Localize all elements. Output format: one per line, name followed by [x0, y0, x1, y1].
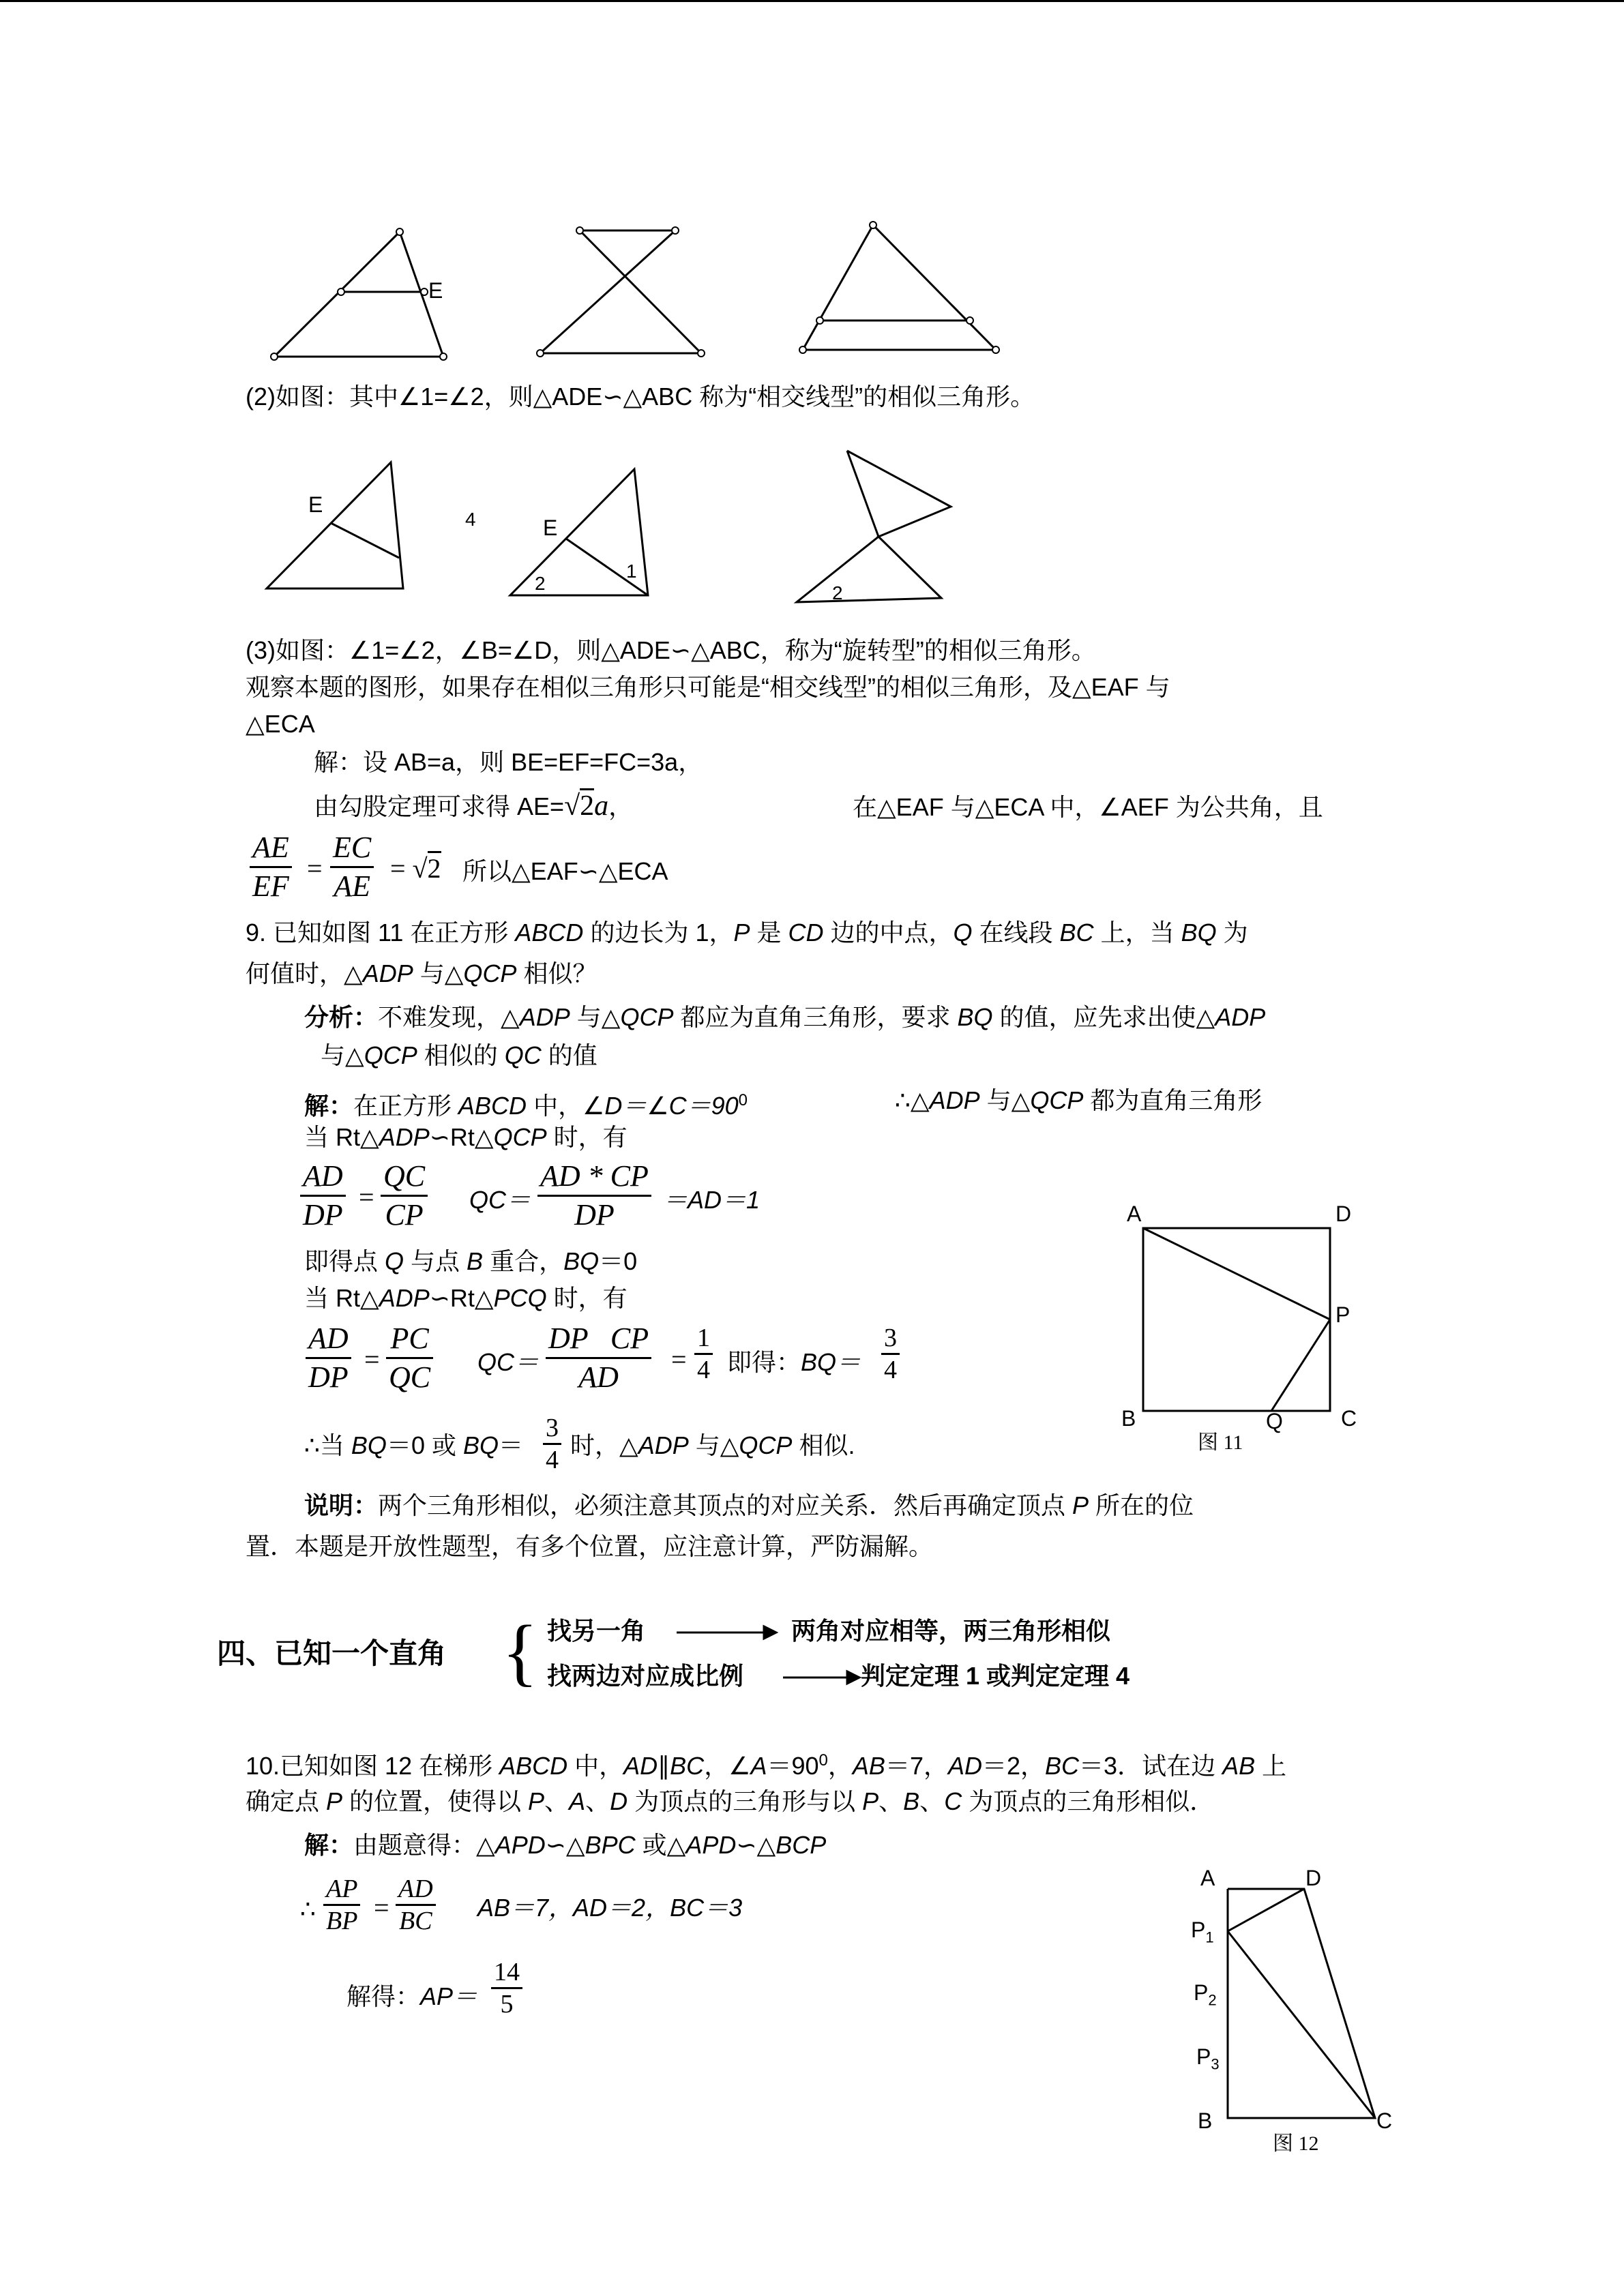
q10-var: P	[862, 1787, 879, 1815]
sqrt-sign: √	[564, 790, 580, 822]
analysis-text: 不难发现，	[378, 1003, 501, 1031]
solution-2-text: 由勾股定理可求得 AE=	[314, 792, 565, 820]
q10-text: 中，	[567, 1752, 624, 1780]
frac-den: BC	[399, 1907, 432, 1935]
frac-num: AD * CP	[540, 1159, 649, 1193]
sol9-text: 当 Rt	[304, 1123, 361, 1151]
analysis-head: 分析：	[304, 1003, 379, 1031]
analysis-var: BQ	[957, 1003, 993, 1031]
label-1: 1	[626, 561, 637, 582]
q10-text: 、	[919, 1787, 945, 1815]
get-text	[727, 1347, 861, 1377]
figure-parallel-triangle-2	[795, 218, 1006, 358]
q10-text: ＝7，	[885, 1752, 948, 1780]
sol9-line-1b	[895, 1086, 1262, 1116]
q10-text: 、	[585, 1787, 610, 1815]
sol9-var: BQ	[351, 1431, 387, 1459]
sol9-case-1	[304, 1122, 628, 1152]
qc-eq-2: QC＝	[477, 1348, 540, 1376]
text-line-2: (2)如图：其中∠1=∠2，则△ADE∽△ABC 称为“相交线型”的相似三角形。	[246, 383, 1035, 411]
sol10-var: △BPC	[565, 1831, 636, 1859]
fig11-caption: 图 11	[1198, 1431, 1243, 1454]
frac-1-4	[694, 1323, 713, 1385]
sol9-var: △ADP	[619, 1431, 689, 1459]
analysis-text: 相似的	[417, 1041, 505, 1069]
q10-line-1	[246, 1746, 1286, 1781]
sol9-text: ＝0 或	[386, 1431, 463, 1459]
analysis-text: 与	[321, 1041, 346, 1069]
arrow-right-icon	[783, 1669, 859, 1686]
q10-var: ABCD	[499, 1752, 568, 1780]
q10-var: P	[528, 1787, 545, 1815]
sol9-text: ∴	[895, 1086, 911, 1114]
bq-eq: BQ＝	[801, 1348, 861, 1376]
qc-eq: QC＝	[469, 1186, 531, 1214]
eq-sign-2	[390, 854, 441, 884]
label-2a: 2	[535, 573, 546, 594]
q10-var: C	[944, 1787, 962, 1815]
sol9-var: BQ	[462, 1431, 499, 1459]
q9-var: △ADP	[344, 959, 413, 987]
q9-var: Q	[953, 919, 973, 946]
q10-var: AB	[852, 1752, 885, 1780]
sol9-var: △QCP	[720, 1431, 793, 1459]
frac-num: QC	[383, 1159, 426, 1193]
q10-text: 的位置，使得以	[342, 1787, 529, 1815]
frac-num: 3	[884, 1324, 897, 1352]
q10-var: P	[326, 1787, 343, 1815]
sol9-text: 重合，	[483, 1247, 564, 1275]
q9-text: 在线段	[972, 919, 1060, 946]
fig12-p1-letter: P	[1191, 1918, 1206, 1942]
fig12-p3	[1196, 2044, 1220, 2076]
sol9-text: 时，	[570, 1431, 620, 1459]
q10-text: ，	[704, 1752, 729, 1780]
q9-var: CD	[788, 919, 824, 946]
analysis-var: △QCP	[345, 1041, 417, 1069]
q10-text: 上	[1255, 1752, 1287, 1780]
q10-var: D	[610, 1787, 628, 1815]
sol9-var: BQ	[563, 1247, 600, 1275]
section4-title: 四、已知一个直角	[217, 1637, 447, 1669]
q10-var: ∠A	[728, 1752, 767, 1780]
fig11-d: D	[1335, 1202, 1352, 1226]
sol9-var: △ADP	[360, 1123, 430, 1151]
note-text: 所在的位	[1089, 1491, 1194, 1519]
sol10-text: ∽	[736, 1831, 757, 1859]
sol9-text: 中，	[527, 1092, 583, 1120]
sol9-text: ∴当	[304, 1431, 351, 1459]
sol9-text: 当 Rt	[304, 1284, 361, 1312]
frac-num: PC	[390, 1322, 429, 1355]
sol10-result	[346, 1982, 477, 2012]
figure-crossing-triangle	[263, 457, 413, 593]
frac-den: AD	[578, 1360, 619, 1394]
sol9-var: Q	[385, 1247, 404, 1275]
section4-result-1: 两角对应相等，两三角形相似	[791, 1617, 1111, 1645]
sol9-var: △QCP	[1011, 1086, 1084, 1114]
q10-var: BC	[1045, 1752, 1080, 1780]
figure-hourglass	[532, 225, 709, 361]
q10-text: ＝2，	[982, 1752, 1046, 1780]
frac-num: AD	[398, 1875, 433, 1903]
label-e-mid2: E	[543, 516, 558, 540]
eq1-tail: 所以△EAF∽△ECA	[462, 857, 668, 885]
fig12-p1	[1191, 1918, 1214, 1950]
label-2b: 2	[832, 582, 843, 603]
frac-num: AD	[308, 1322, 349, 1355]
analysis-var: △ADP	[501, 1003, 570, 1031]
q10-var: AD∥BC	[623, 1752, 705, 1780]
fig12-p2-sub: 2	[1208, 1991, 1217, 2009]
frac-dpcp-ad	[546, 1320, 651, 1396]
frac-num: 14	[494, 1958, 520, 1986]
q9-text: 何值时，	[246, 959, 344, 987]
sol9-text: ＝0	[599, 1247, 638, 1275]
label-4: 4	[465, 509, 476, 530]
note-var: P	[1072, 1491, 1089, 1519]
frac-den: DP	[308, 1360, 349, 1394]
eq-sign: =	[359, 1182, 374, 1212]
fig12-p3-letter: P	[1196, 2044, 1211, 2069]
solution-2c: 在△EAF 与△ECA 中，∠AEF 为公共角，且	[853, 793, 1323, 821]
label-e-top: E	[428, 278, 443, 303]
q9-text: 为	[1216, 919, 1248, 946]
frac-ec-ae	[330, 829, 374, 905]
q9-text: 的边长为 1，	[583, 919, 734, 946]
q10-deg: 0	[818, 1751, 828, 1770]
frac-ad-dp-2	[306, 1320, 351, 1396]
sqrt-sign-2: √	[412, 853, 428, 884]
fig12-p2	[1194, 1980, 1217, 2012]
frac-num: AP	[326, 1875, 358, 1903]
frac-ae-ef	[250, 829, 292, 905]
q9-var: BC	[1059, 919, 1094, 946]
q9-text: 9. 已知如图 11 在正方形	[246, 919, 516, 946]
sol10-ap: AP＝	[420, 1982, 478, 2010]
sol9-text: ∽Rt	[429, 1123, 475, 1151]
sol9-text: 与	[688, 1431, 720, 1459]
frac-num: EC	[333, 831, 372, 864]
figure-11	[1138, 1223, 1335, 1420]
q10-text: ，	[827, 1752, 853, 1780]
sol9-var: △ADP	[360, 1284, 430, 1312]
eq-sign-2-text: =	[390, 853, 406, 884]
analysis-text: 都应为直角三角形，要求	[673, 1003, 958, 1031]
get-label: 即得：	[727, 1348, 801, 1376]
fig11-b: B	[1121, 1406, 1136, 1431]
frac-qc-cp	[381, 1158, 428, 1234]
eq-sign: =	[374, 1892, 389, 1923]
frac-den: 4	[546, 1446, 559, 1474]
fig12-p2-letter: P	[1194, 1980, 1209, 2005]
sol10-head: 解：	[304, 1831, 354, 1859]
fig11-a: A	[1127, 1202, 1142, 1226]
analysis-text: 与	[570, 1003, 602, 1031]
q10-var: AB	[1222, 1752, 1256, 1780]
solution-2	[314, 791, 633, 822]
frac-14-5	[491, 1957, 522, 2019]
q9-var: BQ	[1181, 919, 1217, 946]
sol9-conclusion-a	[304, 1431, 523, 1461]
frac-den: EF	[252, 869, 289, 903]
sol9-text: ＝	[498, 1431, 523, 1459]
section4-branch-1: 找另一角	[547, 1617, 646, 1645]
fig12-d: D	[1305, 1866, 1322, 1890]
frac-3-4-b	[543, 1413, 561, 1475]
sol10-text: 或	[635, 1831, 667, 1859]
q9-text: 相似？	[516, 959, 597, 987]
note-text: 两个三角形相似，必须注意其顶点的对应关系．然后再确定顶点	[378, 1491, 1073, 1519]
text-line-5: △ECA	[246, 710, 315, 738]
sol9-var: B	[467, 1247, 484, 1275]
q10-var: A	[569, 1787, 586, 1815]
fig12-p3-sub: 3	[1211, 2055, 1220, 2073]
solution-2-comma: ，	[608, 792, 634, 820]
solution-1: 解：设 AB=a，则 BE=EF=FC=3a，	[314, 748, 703, 776]
fig12-caption: 图 12	[1273, 2132, 1319, 2155]
frac-ad-dp	[300, 1158, 346, 1234]
sol10-result-label: 解得：	[346, 1982, 421, 2010]
analysis-line-2	[321, 1041, 597, 1071]
frac-den: 5	[500, 1990, 514, 2018]
analysis-line-1	[304, 1002, 1265, 1032]
sol9-text: 时，有	[546, 1284, 628, 1312]
fig11-q: Q	[1266, 1409, 1283, 1433]
fig11-p: P	[1335, 1302, 1350, 1327]
therefore: ∴	[300, 1895, 316, 1923]
frac-num: AD	[303, 1159, 343, 1193]
sol10-values: AB＝7，AD＝2，BC＝3	[477, 1894, 743, 1922]
q10-text: ＝3．试在边	[1079, 1752, 1223, 1780]
sol9-text: 相似.	[792, 1431, 855, 1459]
sol10-var: △BCP	[756, 1831, 827, 1859]
note-line-2: 置．本题是开放性题型，有多个位置，应注意计算，严防漏解。	[246, 1532, 934, 1560]
fig11-c: C	[1341, 1406, 1357, 1431]
eq-sign: =	[671, 1344, 687, 1375]
sol9-text: 即得点	[304, 1247, 385, 1275]
q9-text: 是	[750, 919, 788, 946]
sol9-case-2	[304, 1283, 628, 1313]
analysis-text: 的值，应先求出使	[992, 1003, 1196, 1031]
fig12-p1-sub: 1	[1205, 1928, 1214, 1946]
sol9-line-1	[304, 1086, 748, 1121]
q10-var: B	[903, 1787, 920, 1815]
frac-den: QC	[389, 1360, 431, 1394]
q9-line-1	[246, 918, 1248, 948]
sol9-deg: 0	[738, 1091, 748, 1109]
q10-text: 为顶点的三角形与以	[628, 1787, 863, 1815]
analysis-var: △QCP	[601, 1003, 674, 1031]
section4-branch-2: 找两边对应成比例	[547, 1662, 744, 1690]
sol9-text: 与点	[404, 1247, 467, 1275]
frac-den: AE	[334, 869, 370, 903]
sol9-text: 与	[979, 1086, 1012, 1114]
frac-den: DP	[574, 1198, 615, 1232]
q9-text: 上，当	[1093, 919, 1181, 946]
frac-den: CP	[385, 1198, 424, 1232]
sol9-var: △PCQ	[474, 1284, 547, 1312]
analysis-var: △ADP	[1196, 1003, 1266, 1031]
fig12-b: B	[1198, 2108, 1213, 2133]
sol10-text: 由题意得：	[353, 1831, 477, 1859]
q10-text: 为顶点的三角形相似．	[962, 1787, 1215, 1815]
sqrt-var: a	[594, 790, 609, 822]
sol9-var: △QCP	[474, 1123, 547, 1151]
note-head: 说明：	[304, 1491, 379, 1519]
eq-sign-1: =	[307, 853, 323, 884]
frac-num: DP CP	[548, 1322, 649, 1355]
frac-num: 1	[697, 1324, 710, 1352]
top-border	[0, 0, 1624, 2]
q9-var: △QCP	[444, 959, 517, 987]
q10-text: 10.已知如图 12 在梯形	[246, 1752, 500, 1780]
fig12-c: C	[1376, 2108, 1393, 2133]
section4-result-2: 判定定理 1 或判定定理 4	[861, 1662, 1130, 1690]
sqrt-radicand: 2	[580, 788, 594, 822]
sol9-conclusion-b	[570, 1431, 855, 1461]
frac-ap-bp	[323, 1874, 360, 1936]
sol10-line-1	[304, 1830, 826, 1860]
q10-text: 确定点	[246, 1787, 327, 1815]
label-e-mid1: E	[308, 492, 323, 517]
eq-sign: =	[364, 1344, 380, 1375]
q9-var: ABCD	[515, 919, 584, 946]
sol9-text: ∽Rt	[429, 1284, 475, 1312]
sol10-var: △APD	[476, 1831, 546, 1859]
sol9-var: ABCD	[458, 1092, 527, 1120]
q10-line-2	[246, 1787, 1214, 1817]
q10-text: 、	[879, 1787, 904, 1815]
analysis-text: 的值	[541, 1041, 597, 1069]
frac-den: DP	[303, 1198, 343, 1232]
frac-3-4	[881, 1323, 900, 1385]
frac-pc-qc	[386, 1320, 433, 1396]
note-line-1	[304, 1491, 1194, 1521]
sol9-text: 都为直角三角形	[1083, 1086, 1263, 1114]
sol10-var: △APD	[666, 1831, 737, 1859]
frac-den: 4	[884, 1356, 897, 1384]
q9-text: 边的中点，	[823, 919, 954, 946]
frac-num: 3	[546, 1414, 559, 1442]
figure-rotation	[791, 447, 962, 607]
frac-ad-bc	[396, 1874, 436, 1936]
fig12-a: A	[1200, 1866, 1215, 1890]
sol9-head: 解：	[304, 1092, 354, 1120]
section4-brace: {	[502, 1610, 538, 1693]
q9-line-2	[246, 959, 597, 989]
text-line-4: 观察本题的图形，如果存在相似三角形只可能是“相交线型”的相似三角形，及△EAF 与	[246, 673, 1170, 701]
sol9-angles: ∠D＝∠C＝90	[582, 1092, 739, 1120]
q10-text: ＝90	[767, 1752, 819, 1780]
q10-text: 、	[544, 1787, 570, 1815]
frac-num: AE	[252, 831, 289, 864]
arrow-right-icon	[677, 1624, 776, 1641]
sol9-result-1	[304, 1247, 637, 1277]
text-line-3: (3)如图：∠1=∠2，∠B=∠D，则△ADE∽△ABC，称为“旋转型”的相似三角形。	[246, 636, 1096, 664]
q9-text: 与	[413, 959, 445, 987]
sqrt-radicand-2: 2	[428, 851, 441, 884]
sol9-var: △ADP	[910, 1086, 980, 1114]
figure-12	[1224, 1883, 1387, 2122]
sol9-text: 在正方形	[353, 1092, 459, 1120]
qc-result: ＝AD＝1	[663, 1186, 761, 1214]
frac-den: BP	[326, 1907, 358, 1935]
q9-var: P	[733, 919, 750, 946]
sol10-text: ∽	[545, 1831, 566, 1859]
sol9-text: 时，有	[546, 1123, 628, 1151]
q10-var: AD	[947, 1752, 982, 1780]
frac-den: 4	[697, 1356, 710, 1384]
analysis-var: QC	[504, 1041, 542, 1069]
frac-adcp-dp	[537, 1158, 651, 1234]
